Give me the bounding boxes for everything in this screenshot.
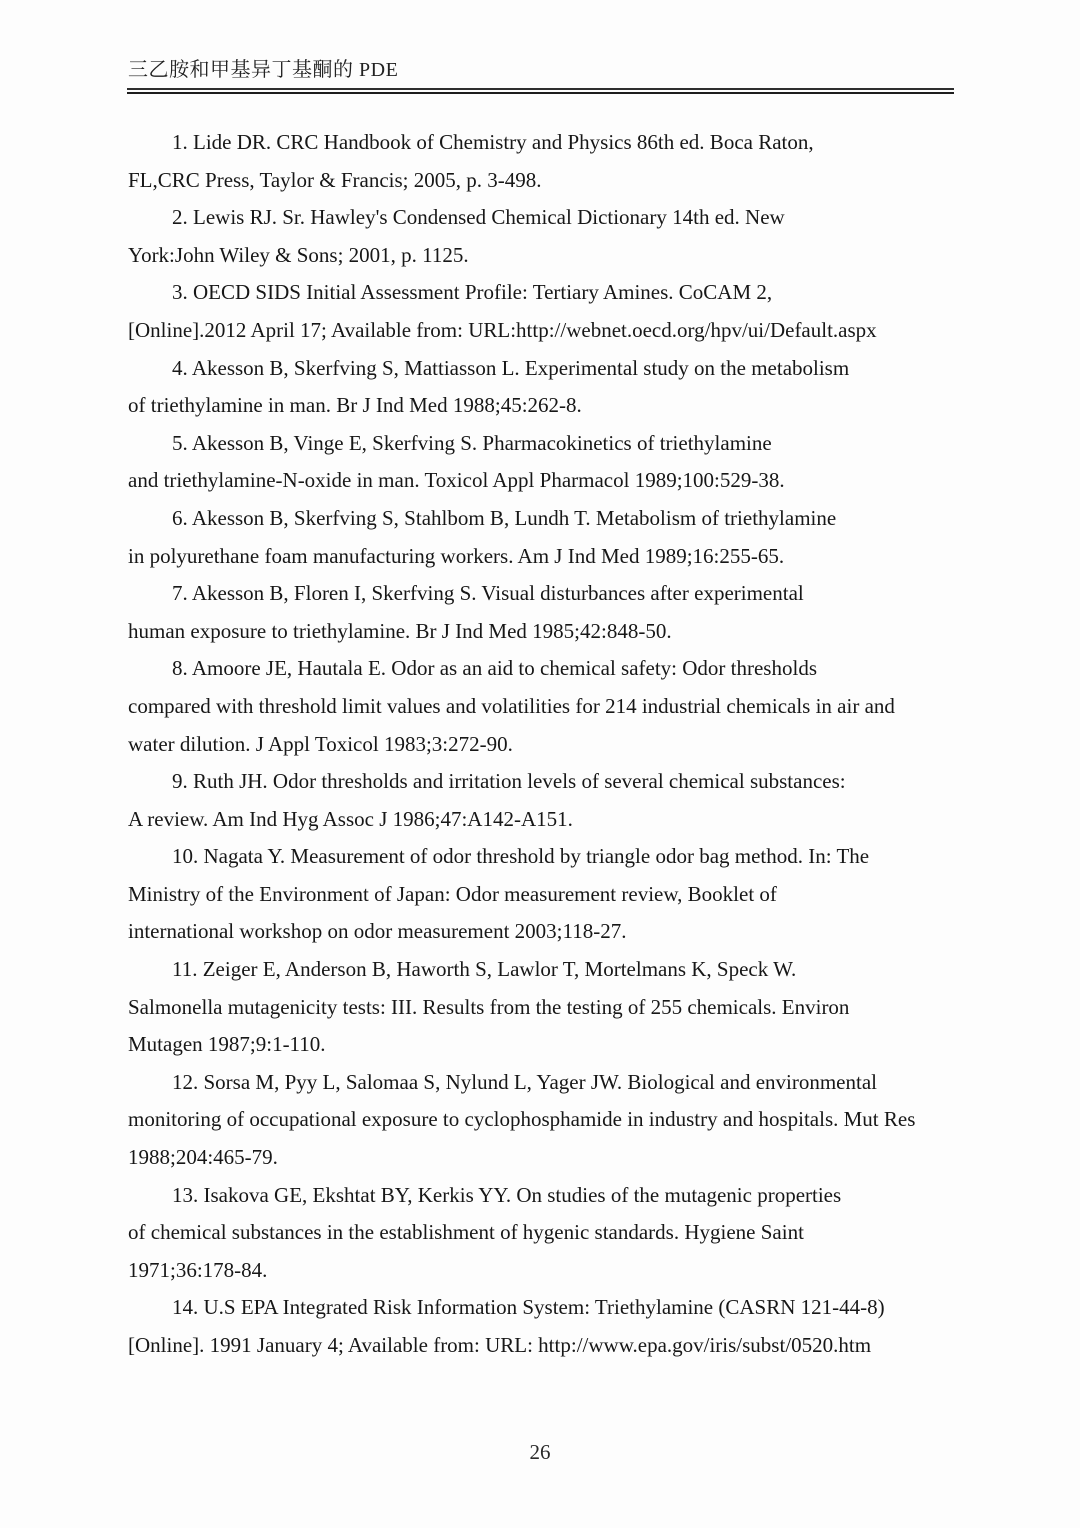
reference-line: of triethylamine in man. Br J Ind Med 1988;45:262-8. — [128, 393, 582, 418]
reference-item — [128, 1064, 956, 1177]
reference-item — [128, 838, 956, 951]
reference-line: 9. Ruth JH. Odor thresholds and irritation levels of several chemical substances: — [172, 769, 846, 794]
reference-line: of chemical substances in the establishment of hygenic standards. Hygiene Saint — [128, 1220, 804, 1245]
reference-line: 13. Isakova GE, Ekshtat BY, Kerkis YY. On studies of the mutagenic properties — [172, 1182, 842, 1207]
reference-item — [128, 650, 956, 763]
reference-line: monitoring of occupational exposure to cyclophosphamide in industry and hospitals. Mut Res — [128, 1107, 916, 1132]
reference-line: 6. Akesson B, Skerfving S, Stahlbom B, Lundh T. Metabolism of triethylamine — [172, 505, 837, 530]
reference-line: A review. Am Ind Hyg Assoc J 1986;47:A142-A151. — [128, 806, 573, 831]
reference-line: [Online]. 1991 January 4; Available from: URL: http://www.epa.gov/iris/subst/0520.htm — [128, 1333, 872, 1357]
reference-item — [128, 1177, 956, 1290]
reference-item — [128, 199, 956, 274]
running-header-title: 三乙胺和甲基异丁基酮的 PDE — [128, 59, 399, 81]
reference-list — [128, 124, 956, 1365]
reference-item — [128, 425, 956, 500]
reference-line: 1988;204:465-79. — [128, 1145, 278, 1170]
reference-item — [128, 124, 956, 199]
reference-line: Mutagen 1987;9:1-110. — [128, 1032, 326, 1057]
reference-line: human exposure to triethylamine. Br J Ind Med 1985;42:848-50. — [128, 618, 672, 643]
reference-line: 3. OECD SIDS Initial Assessment Profile: Tertiary Amines. CoCAM 2, — [172, 280, 773, 305]
reference-line: in polyurethane foam manufacturing workers. Am J Ind Med 1989;16:255-65. — [128, 543, 785, 568]
reference-line: 10. Nagata Y. Measurement of odor threshold by triangle odor bag method. In: The — [172, 844, 870, 869]
reference-item — [128, 763, 956, 838]
reference-line: 5. Akesson B, Vinge E, Skerfving S. Pharmacokinetics of triethylamine — [172, 430, 772, 455]
reference-line: 11. Zeiger E, Anderson B, Haworth S, Lawlor T, Mortelmans K, Speck W. — [172, 957, 797, 982]
reference-item — [128, 575, 956, 650]
reference-line: water dilution. J Appl Toxicol 1983;3:272-90. — [128, 731, 513, 756]
reference-item — [128, 951, 956, 1064]
reference-line: 2. Lewis RJ. Sr. Hawley's Condensed Chemical Dictionary 14th ed. New — [172, 205, 785, 230]
reference-line: 1971;36:178-84. — [128, 1257, 268, 1282]
reference-line: [Online].2012 April 17; Available from: URL:http://webnet.oecd.org/hpv/ui/Default.aspx — [128, 317, 877, 342]
reference-line: 8. Amoore JE, Hautala E. Odor as an aid to chemical safety: Odor thresholds — [172, 656, 817, 681]
reference-line: 1. Lide DR. CRC Handbook of Chemistry and Physics 86th ed. Boca Raton, — [172, 130, 814, 154]
reference-line: FL,CRC Press, Taylor & Francis; 2005, p. 3-498. — [128, 167, 542, 192]
header-rule — [127, 88, 954, 94]
reference-line: international workshop on odor measurement 2003;118-27. — [128, 919, 627, 944]
reference-item — [128, 1289, 956, 1364]
reference-line: 4. Akesson B, Skerfving S, Mattiasson L. Experimental study on the metabolism — [172, 355, 850, 380]
reference-line: Ministry of the Environment of Japan: Odor measurement review, Booklet of — [128, 881, 777, 906]
reference-item — [128, 500, 956, 575]
reference-line: Salmonella mutagenicity tests: III. Results from the testing of 255 chemicals. Environ — [128, 994, 850, 1019]
reference-line: 7. Akesson B, Floren I, Skerfving S. Visual disturbances after experimental — [172, 581, 804, 606]
reference-line: York:John Wiley & Sons; 2001, p. 1125. — [128, 242, 469, 267]
reference-line: compared with threshold limit values and volatilities for 214 industrial chemicals in air and — [128, 693, 895, 718]
reference-line: and triethylamine-N-oxide in man. Toxicol Appl Pharmacol 1989;100:529-38. — [128, 468, 785, 493]
reference-line: 14. U.S EPA Integrated Risk Information System: Triethylamine (CASRN 121-44-8) — [172, 1295, 885, 1320]
page-number: 26 — [529, 1440, 551, 1464]
reference-line: 12. Sorsa M, Pyy L, Salomaa S, Nylund L, Yager JW. Biological and environmental — [172, 1069, 877, 1094]
reference-item — [128, 274, 956, 349]
reference-item — [128, 350, 956, 425]
